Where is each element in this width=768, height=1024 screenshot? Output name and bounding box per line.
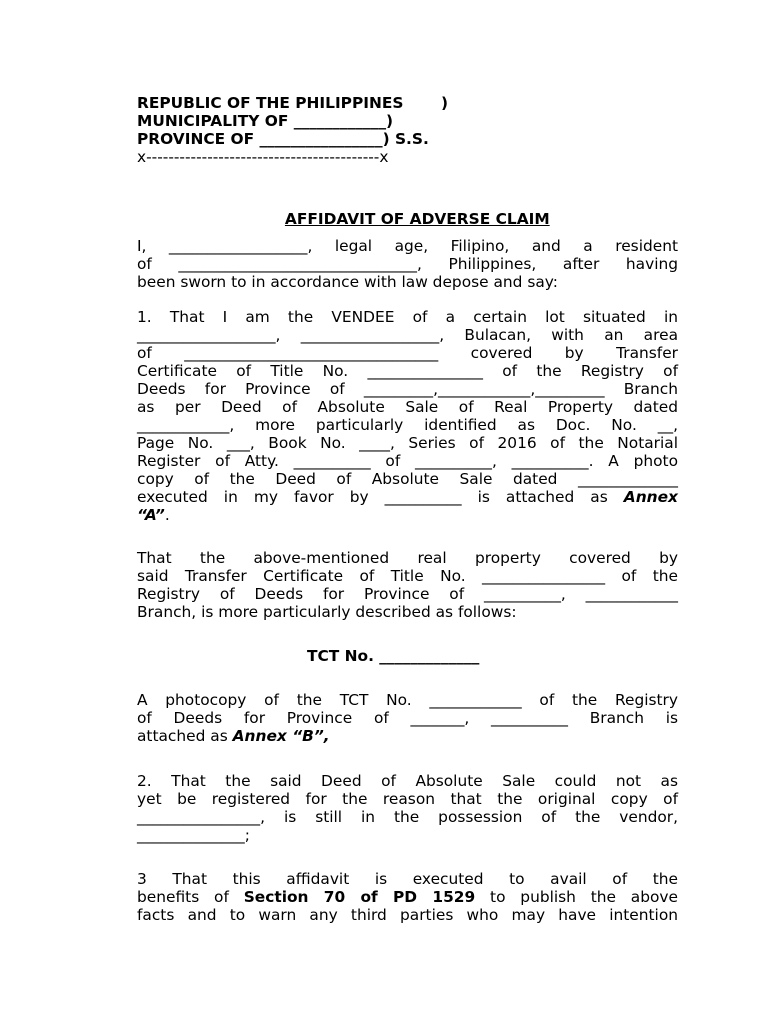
para2-line: That the above-mentioned real property covered by: [137, 549, 678, 567]
annex-a-ref: [137, 506, 678, 524]
para3-line: A photocopy of the TCT No. ____________ of the Registry: [137, 691, 678, 709]
intro-line-3: been sworn to in accordance with law depose and say:: [137, 273, 558, 291]
annex-a-letter: “A”: [137, 506, 165, 524]
annex-b-label: Annex “B”,: [232, 727, 330, 745]
tct-number: TCT No. _____________: [307, 647, 480, 665]
para3-line: attached as: [137, 727, 228, 745]
intro-line-1: I, __________________, legal age, Filipino, and a resident: [137, 237, 678, 255]
para1-line: ____________, more particularly identified as Doc. No. __,: [137, 416, 678, 434]
para4-line: yet be registered for the reason that the original copy of: [137, 790, 678, 808]
para1-line: copy of the Deed of Absolute Sale dated _____________: [137, 470, 678, 488]
para1-line: 1. That I am the VENDEE of a certain lot situated in: [137, 308, 678, 326]
para1-line: __________________, __________________, Bulacan, with an area: [137, 326, 678, 344]
para1-line: Certificate of Title No. _______________ of the Registry of: [137, 362, 678, 380]
annex-a-period: .: [164, 506, 170, 524]
para1-line: Page No. ___, Book No. ____, Series of 2016 of the Notarial: [137, 434, 678, 452]
para2-line: Branch, is more particularly described as follows:: [137, 603, 517, 621]
para2-line: said Transfer Certificate of Title No. ________________ of the: [137, 567, 678, 585]
para5-line: 3 That this affidavit is executed to avail of the: [137, 870, 678, 888]
document-title: AFFIDAVIT OF ADVERSE CLAIM: [284, 210, 550, 228]
para1-line: Deeds for Province of _________,____________,_________ Branch: [137, 380, 678, 398]
section-reference: Section 70 of PD 1529: [243, 888, 476, 906]
para3-line-annex-b: [137, 727, 678, 745]
para4-line: ______________;: [137, 826, 250, 844]
header-municipality: MUNICIPALITY OF ____________): [137, 112, 394, 130]
para5-text: to publish the above: [490, 888, 678, 906]
para1-line: of _________________________________ covered by Transfer: [137, 344, 678, 362]
header-province: PROVINCE OF ________________) S.S.: [137, 130, 429, 148]
para1-line: executed in my favor by __________ is attached as: [137, 488, 608, 506]
header-divider: x------------------------------------------x: [137, 148, 389, 166]
para1-line: as per Deed of Absolute Sale of Real Property dated: [137, 398, 678, 416]
para3-line: of Deeds for Province of _______, __________ Branch is: [137, 709, 678, 727]
header-republic: REPUBLIC OF THE PHILIPPINES ): [137, 94, 448, 112]
para1-line-annex-a: [137, 488, 678, 506]
annex-a-label: Annex: [623, 488, 678, 506]
para2-line: Registry of Deeds for Province of __________, ____________: [137, 585, 678, 603]
para4-line: 2. That the said Deed of Absolute Sale could not as: [137, 772, 678, 790]
para5-line: facts and to warn any third parties who may have intention: [137, 906, 678, 924]
para4-line: ________________, is still in the possession of the vendor,: [137, 808, 678, 826]
intro-line-2: of _______________________________, Philippines, after having: [137, 255, 678, 273]
para1-line: Register of Atty. __________ of __________, __________. A photo: [137, 452, 678, 470]
para5-text: benefits of: [137, 888, 229, 906]
para5-line-section: [137, 888, 678, 906]
